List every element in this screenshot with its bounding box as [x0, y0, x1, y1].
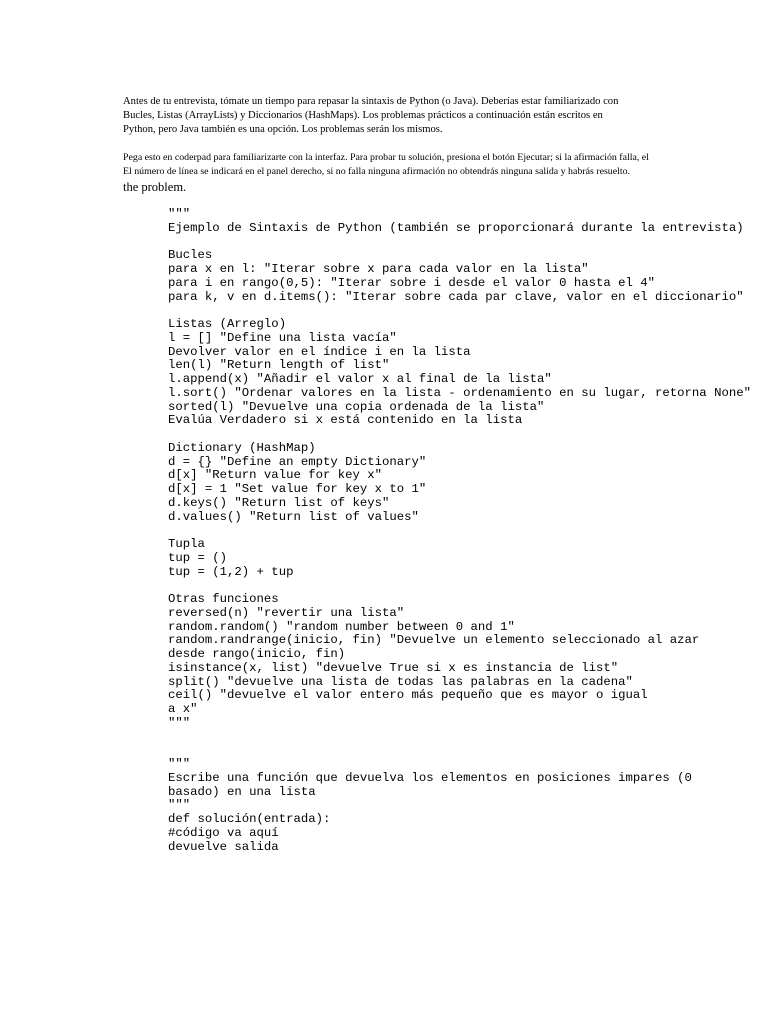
intro-paragraph-1	[123, 95, 618, 138]
code-line: d[x] = 1 "Set value for key x to 1"	[168, 482, 427, 496]
code-line: def solución(entrada):	[168, 812, 331, 826]
code-line: """	[168, 798, 191, 813]
code-line: Ejemplo de Sintaxis de Python (también se proporcionará durante la entrevista)	[168, 220, 744, 235]
code-line: Tupla	[168, 537, 205, 551]
intro-line: Antes de tu entrevista, tómate un tiempo para repasar la sintaxis de Python (o Java). Deberías estar familiarizado con	[123, 96, 619, 107]
code-line: d = {} "Define an empty Dictionary"	[168, 454, 427, 469]
code-line: """	[168, 207, 191, 221]
code-line: d.keys() "Return list of keys"	[168, 495, 390, 510]
code-line: Evalúa Verdadero si x está contenido en la lista	[168, 413, 523, 428]
code-line: Listas (Arreglo)	[168, 317, 287, 331]
intro-tail: the problem.	[123, 180, 187, 194]
code-blank-line	[168, 304, 751, 318]
code-line: Escribe una función que devuelva los elementos en posiciones impares (0	[168, 770, 692, 785]
code-line: devuelve salida	[168, 839, 279, 854]
code-line: random.random() "random number between 0 and 1"	[168, 619, 515, 634]
code-line: l.sort() "Ordenar valores en la lista - ordenamiento en su lugar, retorna None"	[168, 385, 751, 400]
code-line: Dictionary (HashMap)	[168, 440, 316, 455]
intro-line: Python, pero Java también es una opción. Los problemas serán los mismos.	[123, 124, 443, 136]
intro-line: El número de línea se indicará en el panel derecho, si no falla ninguna afirmación no obtendrás ninguna salida y habrás resuelto.	[123, 166, 631, 178]
code-line: desde rango(inicio, fin)	[168, 647, 346, 661]
code-line: Bucles	[168, 248, 213, 263]
code-blank-line	[168, 731, 751, 745]
code-blank-line	[168, 428, 751, 442]
code-line: para i en rango(0,5): "Iterar sobre i desde el valor 0 hasta el 4"	[168, 275, 656, 290]
code-line: isinstance(x, list) "devuelve True si x es instancia de list"	[168, 660, 619, 675]
code-line: basado) en una lista	[168, 784, 316, 799]
code-line: l = [] "Define una lista vacía"	[168, 330, 397, 345]
code-block	[168, 208, 751, 854]
code-line: tup = ()	[168, 550, 228, 565]
code-blank-line	[168, 579, 751, 593]
code-line: ceil() "devuelve el valor entero más pequeño que es mayor o igual	[168, 688, 648, 703]
code-line: Otras funciones	[168, 592, 279, 606]
code-blank-line	[168, 744, 751, 758]
code-line: d[x] "Return value for key x"	[168, 468, 383, 483]
code-line: a x"	[168, 702, 198, 716]
code-line: sorted(l) "Devuelve una copia ordenada de la lista"	[168, 399, 545, 414]
code-line: """	[168, 757, 191, 771]
code-line: tup = (1,2) + tup	[168, 564, 294, 579]
code-line: d.values() "Return list of values"	[168, 509, 419, 524]
intro-line: Bucles, Listas (ArrayLists) y Diccionarios (HashMaps). Los problemas prácticos a continuación están escritos en	[123, 110, 603, 122]
code-line: """	[168, 715, 191, 730]
code-line: l.append(x) "Añadir el valor x al final de la lista"	[168, 372, 552, 386]
code-blank-line	[168, 236, 751, 250]
code-blank-line	[168, 524, 751, 538]
code-line: Devolver valor en el índice i en la lista	[168, 344, 471, 359]
code-line: #código va aquí	[168, 825, 279, 840]
code-line: reversed(n) "revertir una lista"	[168, 605, 405, 620]
code-line: split() "devuelve una lista de todas las palabras en la cadena"	[168, 674, 633, 689]
code-line: len(l) "Return length of list"	[168, 358, 390, 373]
code-line: para k, v en d.items(): "Iterar sobre cada par clave, valor en el diccionario"	[168, 289, 744, 304]
code-line: random.randrange(inicio, fin) "Devuelve un elemento seleccionado al azar	[168, 633, 700, 648]
intro-line: Pega esto en coderpad para familiarizarte con la interfaz. Para probar tu solución, presiona el botón Ejecutar; si la afirmación falla, el	[123, 152, 649, 163]
code-line: para x en l: "Iterar sobre x para cada valor en la lista"	[168, 262, 589, 276]
intro-paragraph-2	[123, 151, 649, 179]
